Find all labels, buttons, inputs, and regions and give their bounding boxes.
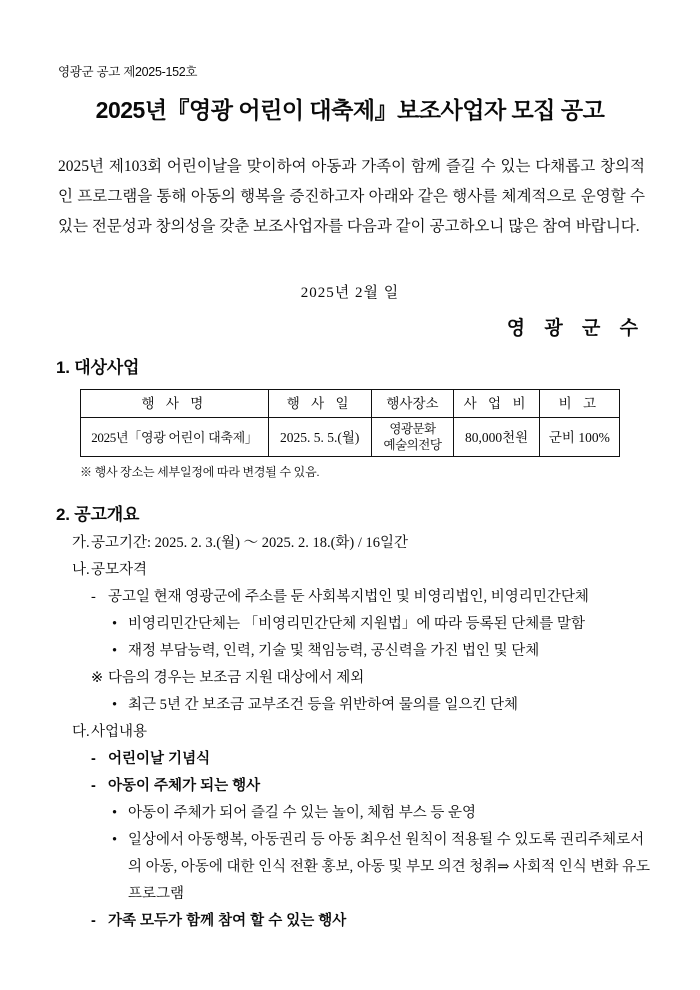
list-item-text: 아동이 주체가 되어 즐길 수 있는 놀이, 체험 부스 등 운영: [128, 805, 477, 821]
column-header-remarks: 비 고: [539, 390, 619, 418]
list-marker: ※: [91, 670, 104, 686]
list-item: [56, 800, 652, 827]
list-marker: •: [112, 805, 118, 821]
list-item-text: 아동이 주체가 되는 행사: [108, 778, 261, 794]
list-marker: -: [91, 778, 96, 794]
list-item-text: 최근 5년 간 보조금 교부조건 등을 위반하여 물의를 일으킨 단체: [128, 697, 519, 713]
list-item-text: 재정 부담능력, 인력, 기술 및 책임능력, 공신력을 가진 법인 및 단체: [128, 643, 540, 659]
list-item-text: 어린이날 기념식: [108, 751, 211, 767]
list-item: [56, 827, 652, 908]
list-item: [56, 692, 652, 719]
list-marker: -: [91, 751, 96, 767]
section-heading-announcement-overview: 2. 공고개요: [56, 505, 140, 524]
list-marker: 다.: [72, 724, 90, 740]
list-item: [56, 746, 652, 773]
cell-event-name: 2025년「영광 어린이 대축제」: [81, 418, 269, 457]
list-item: [56, 638, 652, 665]
list-marker: •: [112, 832, 118, 848]
cell-budget: 80,000천원: [454, 418, 539, 457]
list-item: [56, 908, 652, 935]
document-number: 영광군 공고 제2025-152호: [58, 65, 198, 79]
table-row: [81, 418, 620, 457]
page-title: 2025년『영광 어린이 대축제』보조사업자 모집 공고: [95, 97, 605, 123]
list-item-text: 공모자격: [91, 562, 148, 578]
list-item-text: 사업내용: [91, 724, 148, 740]
list-item: [56, 773, 652, 800]
list-marker: •: [112, 616, 118, 632]
list-item-text: 일상에서 아동행복, 아동권리 등 아동 최우선 원칙이 적용될 수 있도록 권리주체로서의 아동, 아동에 대한 인식 전환 홍보, 아동 및 부모 의견 청취⇒ 사회적 인식 변화 유도 프로그램: [128, 832, 650, 902]
issuer-name: 영 광 군 수: [506, 318, 645, 339]
list-marker: •: [112, 643, 118, 659]
column-header-budget: 사 업 비: [454, 390, 539, 418]
list-item: [56, 665, 652, 692]
list-item-text: 가족 모두가 함께 참여 할 수 있는 행사: [108, 913, 347, 929]
column-header-event-place: 행사장소: [371, 390, 454, 418]
intro-text: 2025년 제103회 어린이날을 맞이하여 아동과 가족이 함께 즐길 수 있는 다채롭고 창의적인 프로그램을 통해 아동의 행복을 증진하고자 아래와 같은 행사를 체계적으로 운영할 수 있는 전문성과 창의성을 갖춘 보조사업자를 다음과 같이 공고하오니 많은 참여 바랍니다.: [58, 158, 645, 235]
list-marker: •: [112, 697, 118, 713]
list-item: [56, 530, 652, 557]
list-item: [56, 719, 652, 746]
announcement-overview-list: [56, 530, 652, 935]
cell-event-place-line1: 영광문화: [389, 422, 436, 436]
cell-remarks: 군비 100%: [539, 418, 619, 457]
section-heading-target-project: 1. 대상사업: [56, 358, 140, 377]
list-marker: 나.: [72, 562, 90, 578]
cell-event-date: 2025. 5. 5.(월): [268, 418, 371, 457]
cell-event-place-line2: 예술의전당: [383, 438, 442, 452]
list-marker: -: [91, 913, 96, 929]
list-item: [56, 557, 652, 584]
table-footnote: ※ 행사 장소는 세부일정에 따라 변경될 수 있음.: [80, 465, 320, 479]
issue-date: 2025년 2월 일: [300, 285, 400, 301]
column-header-event-name: 행 사 명: [81, 390, 269, 418]
list-item: [56, 584, 652, 611]
list-item-text: 공고기간: 2025. 2. 3.(월) ～ 2025. 2. 18.(화) / 16일간: [91, 535, 409, 551]
list-marker: -: [91, 589, 96, 605]
list-item-text: 공고일 현재 영광군에 주소를 둔 사회복지법인 및 비영리법인, 비영리민간단체: [108, 589, 589, 605]
list-item-text: 다음의 경우는 보조금 지원 대상에서 제외: [108, 670, 365, 686]
list-item: [56, 611, 652, 638]
column-header-event-date: 행 사 일: [268, 390, 371, 418]
list-marker: 가.: [72, 535, 90, 551]
target-project-table: [80, 389, 620, 457]
cell-event-place: [371, 418, 454, 457]
table-header-row: [81, 390, 620, 418]
list-item-text: 비영리민간단체는 「비영리민간단체 지원법」에 따라 등록된 단체를 말함: [128, 616, 585, 632]
intro-paragraph: [58, 152, 645, 242]
